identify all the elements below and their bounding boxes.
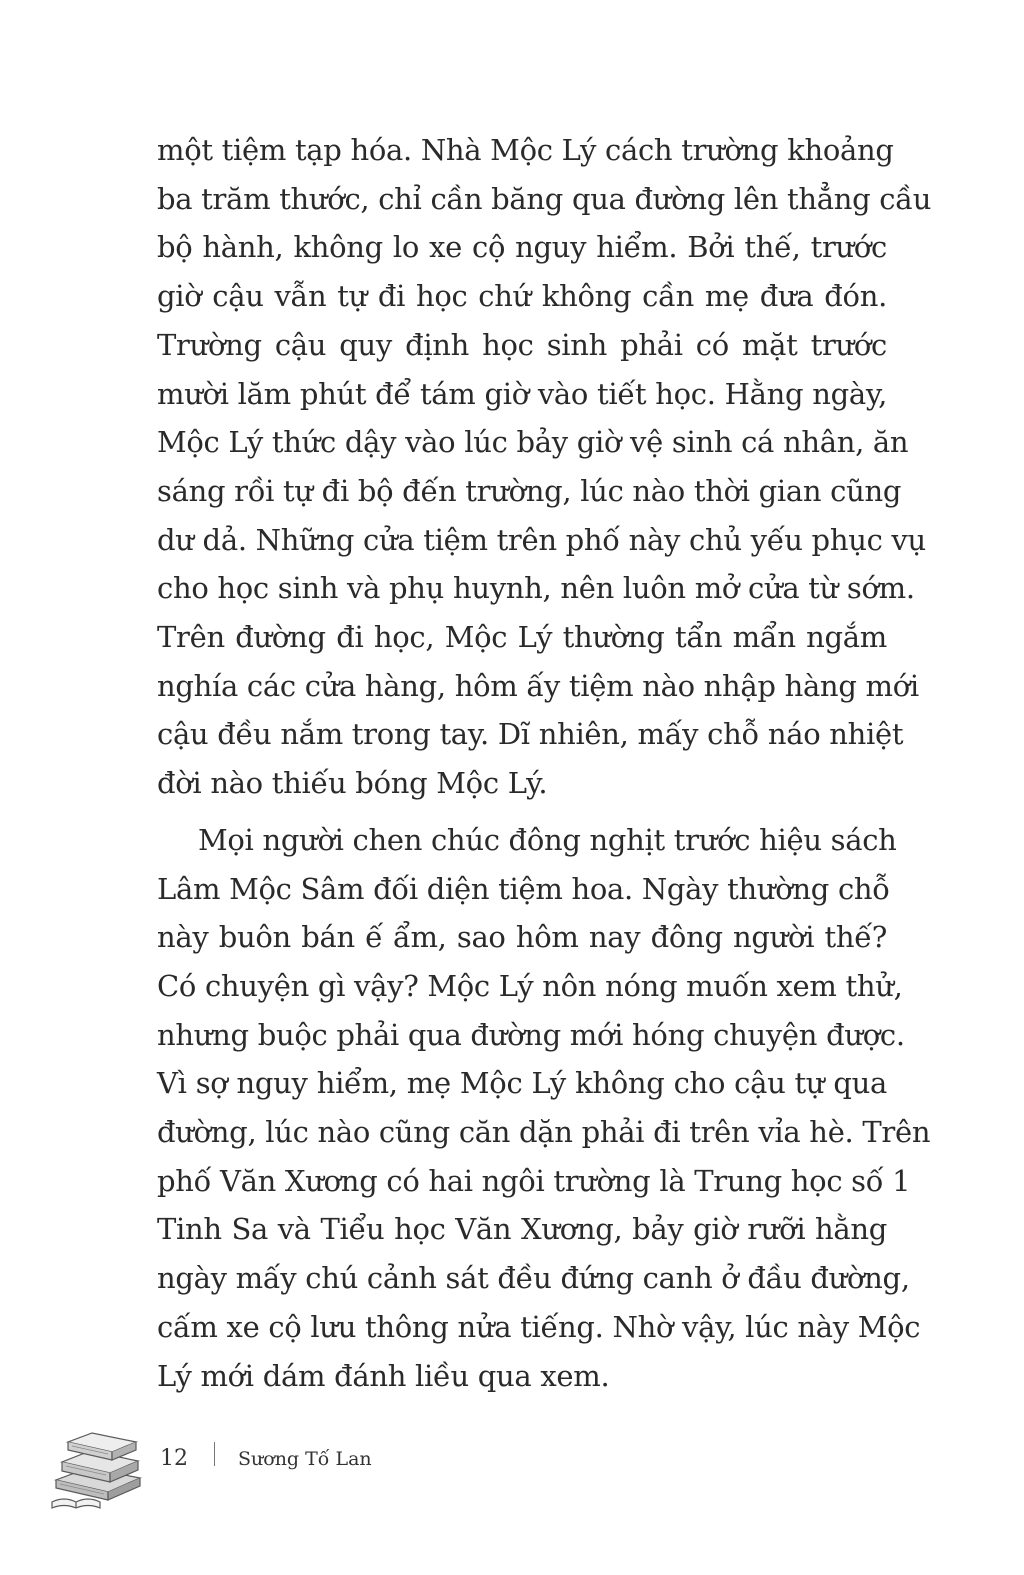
text-line: Mộc Lý thức dậy vào lúc bảy giờ vệ sinh cá nhân, ăn — [157, 425, 909, 460]
paragraph-2 — [157, 816, 931, 1400]
text-line: này buôn bán ế ẩm, sao hôm nay đông người thế? — [157, 920, 887, 955]
text-line: nghía các cửa hàng, hôm ấy tiệm nào nhập hàng mới — [157, 668, 919, 703]
text-line: bộ hành, không lo xe cộ nguy hiểm. Bởi thế, trước — [157, 230, 887, 265]
text-line: đời nào thiếu bóng Mộc Lý. — [157, 766, 548, 801]
text-line: Trên đường đi học, Mộc Lý thường tẩn mẩn ngắm — [157, 620, 887, 655]
text-line: giờ cậu vẫn tự đi học chứ không cần mẹ đưa đón. — [157, 279, 887, 314]
text-line: nhưng buộc phải qua đường mới hóng chuyện được. — [157, 1017, 905, 1052]
text-line: Lâm Mộc Sâm đối diện tiệm hoa. Ngày thường chỗ — [157, 871, 890, 906]
text-line: một tiệm tạp hóa. Nhà Mộc Lý cách trường khoảng — [157, 133, 894, 167]
stacked-books-icon — [48, 1418, 148, 1513]
footer-separator — [214, 1442, 215, 1466]
author-name: Sương Tố Lan — [238, 1448, 372, 1470]
body-text — [157, 126, 932, 1400]
paragraph-gap — [157, 808, 887, 816]
text-line: cho học sinh và phụ huynh, nên luôn mở cửa từ sớm. — [157, 571, 915, 606]
text-line: dư dả. Những cửa tiệm trên phố này chủ yếu phục vụ — [157, 522, 926, 557]
text-line: ngày mấy chú cảnh sát đều đứng canh ở đầu đường, — [157, 1261, 910, 1296]
text-line: cậu đều nắm trong tay. Dĩ nhiên, mấy chỗ náo nhiệt — [157, 717, 904, 752]
text-line: Có chuyện gì vậy? Mộc Lý nôn nóng muốn xem thử, — [157, 968, 903, 1003]
text-line: phố Văn Xương có hai ngôi trường là Trung học số 1 — [157, 1163, 911, 1198]
text-line: sáng rồi tự đi bộ đến trường, lúc nào thời gian cũng — [157, 473, 902, 508]
text-line: Mọi người chen chúc đông nghịt trước hiệu sách — [198, 822, 897, 857]
text-line: cấm xe cộ lưu thông nửa tiếng. Nhờ vậy, lúc này Mộc — [157, 1309, 921, 1344]
text-line: mười lăm phút để tám giờ vào tiết học. Hằng ngày, — [157, 376, 887, 411]
page-number: 12 — [160, 1446, 188, 1471]
page-footer — [48, 1418, 748, 1518]
text-line: Trường cậu quy định học sinh phải có mặt trước — [157, 327, 887, 362]
paragraph-1 — [157, 126, 932, 808]
text-line: Tinh Sa và Tiểu học Văn Xương, bảy giờ rưỡi hằng — [157, 1212, 887, 1247]
text-line: Vì sợ nguy hiểm, mẹ Mộc Lý không cho cậu tự qua — [157, 1066, 887, 1101]
text-line: Lý mới dám đánh liều qua xem. — [157, 1358, 610, 1393]
text-line: ba trăm thước, chỉ cần băng qua đường lên thẳng cầu — [157, 181, 932, 216]
text-line: đường, lúc nào cũng căn dặn phải đi trên vỉa hè. Trên — [157, 1115, 931, 1150]
